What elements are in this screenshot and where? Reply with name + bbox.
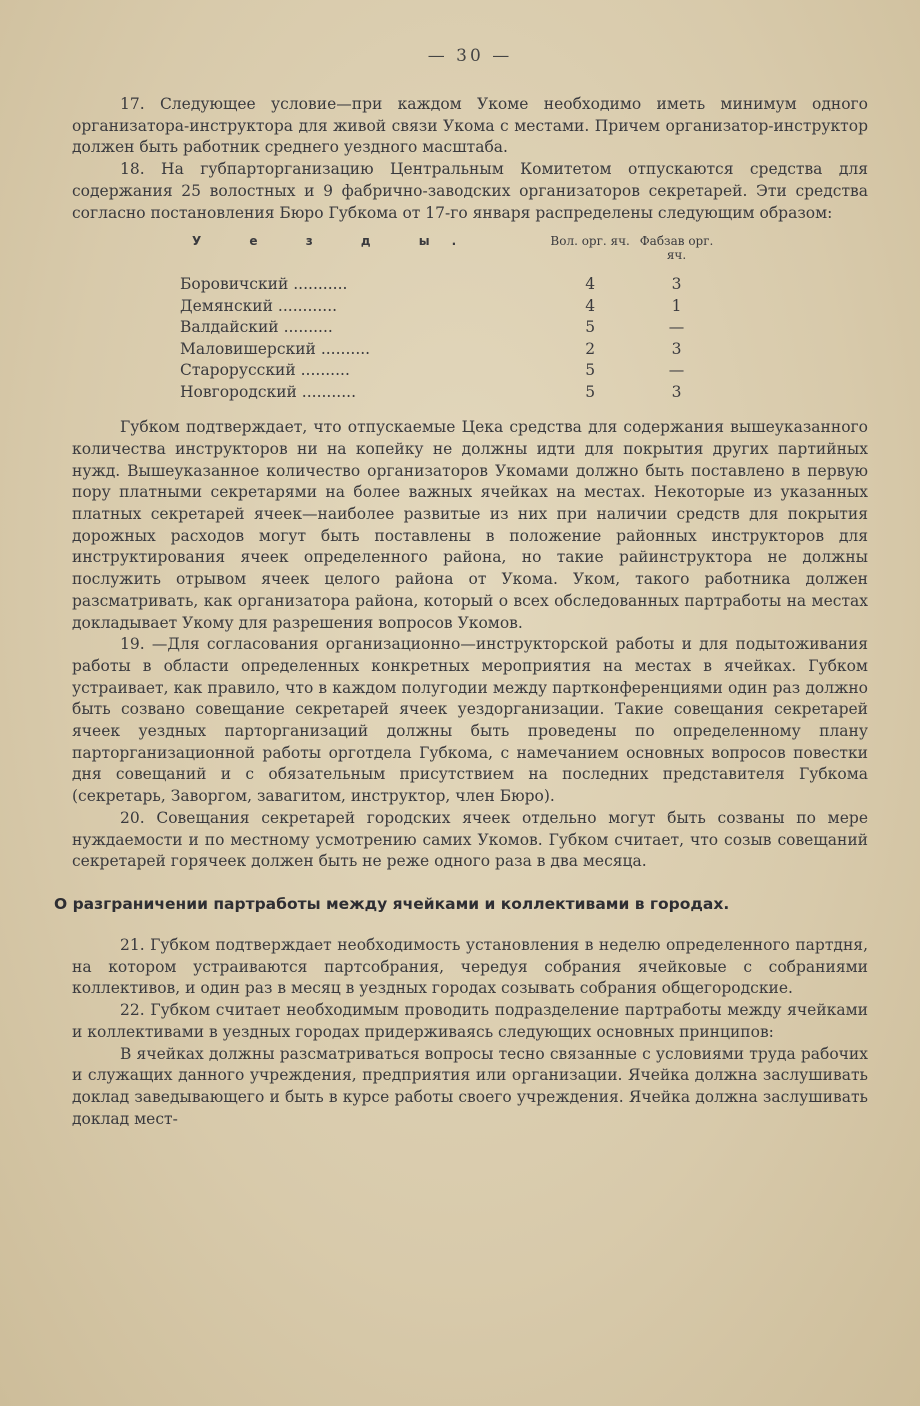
fab-count: — [668, 318, 685, 337]
uezd-name: Новгородский ........... [180, 382, 356, 401]
table-row [100, 360, 720, 382]
table-row [100, 274, 720, 296]
col-header-uezd: У е з д ы. [192, 234, 479, 249]
vol-count: 5 [585, 382, 596, 401]
fab-count: — [668, 361, 685, 380]
table-row [100, 296, 720, 318]
paragraph-18: 18. На губпарторганизацию Центральным Комитетом отпускаются средства для содержания 25 волостных и 9 фабрично-заводских организаторов секретарей. Эти средства согласно постановления Бюро Губкома от 17-го января распределены следующим образом: [72, 160, 868, 222]
vol-count: 4 [585, 275, 596, 294]
vol-count: 5 [585, 318, 596, 337]
uezd-name: Старорусский .......... [180, 361, 350, 380]
fab-count: 3 [671, 339, 682, 358]
fab-count: 3 [671, 275, 682, 294]
vol-count: 5 [585, 361, 596, 380]
vol-count: 4 [585, 296, 596, 315]
fab-count: 3 [671, 382, 682, 401]
paragraph-cells: В ячейках должны разсматриваться вопросы тесно связанные с условиями труда рабочих и служащих данного учреждения, предприятия или организации. Ячейка должна заслушивать доклад заведывающего и быть в курсе работы своего учреждения. Ячейка должна заслушивать доклад мест- [72, 1044, 868, 1128]
table-row [100, 317, 720, 339]
allocation-table [72, 234, 868, 403]
paragraph-19: 19. —Для согласования организационно—инструкторской работы и для подытоживания работы в области определенных конкретных мероприятия на местах в ячейках. Губком устраивает, как правило, что в каждом полугодии между партконференциями один раз должно быть созвано совещание секретарей ячеек уездорганизации. Такие совещания секретарей ячеек уездных парторганизаций должны быть проведены по определенному плану парторганизационной работы орготдела Губкома, с намечанием основных вопросов повестки дня совещаний и с обязательным присутствием на последних представителя Губкома (секретарь, Заворгом, завагитом, инструктор, член Бюро). [72, 635, 868, 806]
table-row [100, 339, 720, 361]
uezd-name: Боровичский ........... [180, 275, 348, 294]
uezd-name: Маловишерский .......... [180, 339, 371, 358]
table-header-row [100, 234, 720, 274]
col-header-fab: Фабзав орг. яч. [639, 234, 714, 263]
page-number: — 30 — [427, 46, 513, 66]
uezd-name: Демянский ............ [180, 296, 338, 315]
section-heading: О разграничении партработы между ячейками и коллективами в городах. [54, 894, 730, 913]
fab-count: 1 [671, 296, 682, 315]
paragraph-17: 17. Следующее условие—при каждом Укоме необходимо иметь минимум одного организатора-инструктора для живой связи Укома с местами. Причем организатор-инструктор должен быть работник среднего уездного масштаба. [72, 95, 868, 157]
uezd-name: Валдайский .......... [180, 318, 333, 337]
paragraph-22: 22. Губком считает необходимым проводить подразделение партработы между ячейками и коллективами в уездных городах придерживаясь следующих основных принципов: [72, 1001, 868, 1041]
paragraph-20: 20. Совещания секретарей городских ячеек отдельно могут быть созваны по мере нуждаемости и по местному усмотрению самих Укомов. Губком считает, что созыв совещаний секретарей горячеек должен быть не реже одного раза в два месяца. [72, 808, 868, 871]
col-header-vol: Вол. орг. яч. [550, 234, 630, 249]
paragraph-21: 21. Губком подтверждает необходимость установления в неделю определенного партдня, на котором устраиваются партсобрания, чередуя собрания ячейковые с собраниями коллективов, и один раз в месяц в уездных городах созывать собрания общегородские. [72, 935, 868, 998]
paragraph-gubkom-funds: Губком подтверждает, что отпускаемые Цека средства для содержания вышеуказанного количества инструкторов ни на копейку не должны идти для покрытия других партийных нужд. Вышеуказанное количество организаторов Укомами должно быть поставлено в первую пору платными секретарями на более важных ячейках на местах. Некоторые из указанных платных секретарей ячеек—наиболее развитые из них при наличии средств для покрытия дорожных расходов могут быть поставлены в положение районных инструкторов для инструктирования ячеек определенного района, но такие райинструктора не должны послужить отрывом ячеек целого района от Укома. Уком, такого работника должен разсматривать, как организатора района, который о всех обследованных партработы на местах докладывает Укому для разрешения вопросов Укомов. [72, 418, 868, 632]
table-row [100, 382, 720, 404]
vol-count: 2 [585, 339, 596, 358]
